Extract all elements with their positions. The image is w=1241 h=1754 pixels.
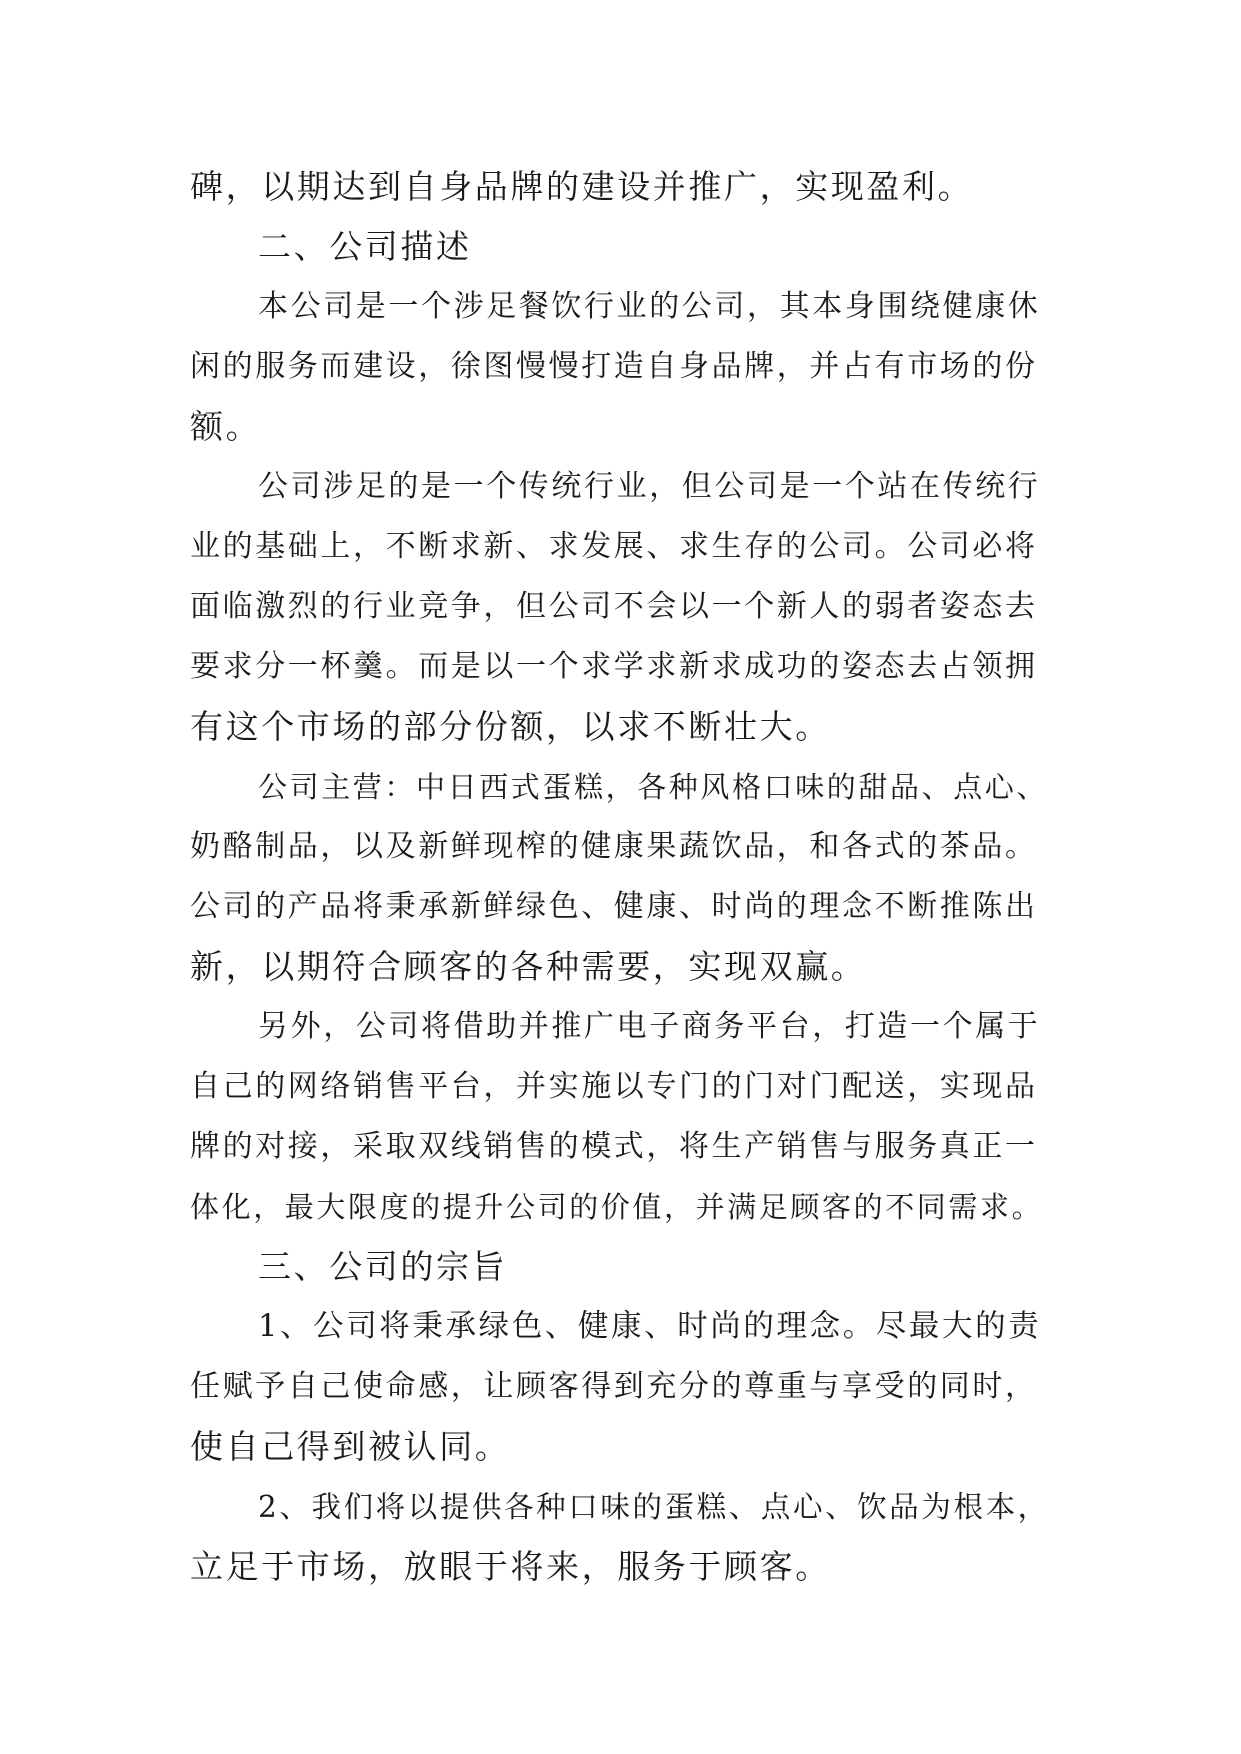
text-line: 碑，以期达到自身品牌的建设并推广，实现盈利。 — [190, 167, 974, 206]
text-line: 任赋予自己使命感，让顾客得到充分的尊重与享受的同时， — [190, 1369, 1038, 1404]
text-line: 公司涉足的是一个传统行业，但公司是一个站在传统行 — [258, 469, 1041, 504]
text-line: 体化，最大限度的提升公司的价值，并满足顾客的不同需求。 — [190, 1190, 1044, 1224]
text-line: 牌的对接，采取双线销售的模式，将生产销售与服务真正一 — [190, 1129, 1038, 1164]
text-line: 公司的产品将秉承新鲜绿色、健康、时尚的理念不断推陈出 — [190, 889, 1038, 924]
text-line: 面临激烈的行业竞争，但公司不会以一个新人的弱者姿态去 — [190, 589, 1038, 624]
text-line: 本公司是一个涉足餐饮行业的公司，其本身围绕健康休 — [258, 289, 1041, 324]
text-line: 2、我们将以提供各种口味的蛋糕、点心、饮品为根本， — [258, 1490, 1050, 1524]
section-heading: 三、公司的宗旨 — [258, 1247, 508, 1286]
text-line: 闲的服务而建设，徐图慢慢打造自身品牌，并占有市场的份 — [190, 349, 1038, 384]
text-line: 自己的网络销售平台，并实施以专门的门对门配送，实现品 — [190, 1069, 1038, 1104]
section-heading: 二、公司描述 — [258, 227, 472, 266]
text-line: 另外，公司将借助并推广电子商务平台，打造一个属于 — [258, 1009, 1041, 1044]
text-line: 有这个市场的部分份额，以求不断壮大。 — [190, 707, 831, 746]
text-line: 使自己得到被认同。 — [190, 1427, 511, 1466]
text-line: 奶酪制品，以及新鲜现榨的健康果蔬饮品，和各式的茶品。 — [190, 829, 1038, 864]
text-line: 业的基础上，不断求新、求发展、求生存的公司。公司必将 — [190, 529, 1038, 564]
text-line: 新，以期符合顾客的各种需要，实现双赢。 — [190, 947, 867, 986]
text-line: 要求分一杯羹。而是以一个求学求新求成功的姿态去占领拥 — [190, 649, 1038, 684]
text-line: 立足于市场，放眼于将来，服务于顾客。 — [190, 1547, 831, 1586]
text-line: 公司主营：中日西式蛋糕，各种风格口味的甜品、点心、 — [258, 770, 1049, 804]
text-line: 额。 — [190, 407, 262, 446]
text-line: 1、公司将秉承绿色、健康、时尚的理念。尽最大的责 — [258, 1309, 1042, 1344]
